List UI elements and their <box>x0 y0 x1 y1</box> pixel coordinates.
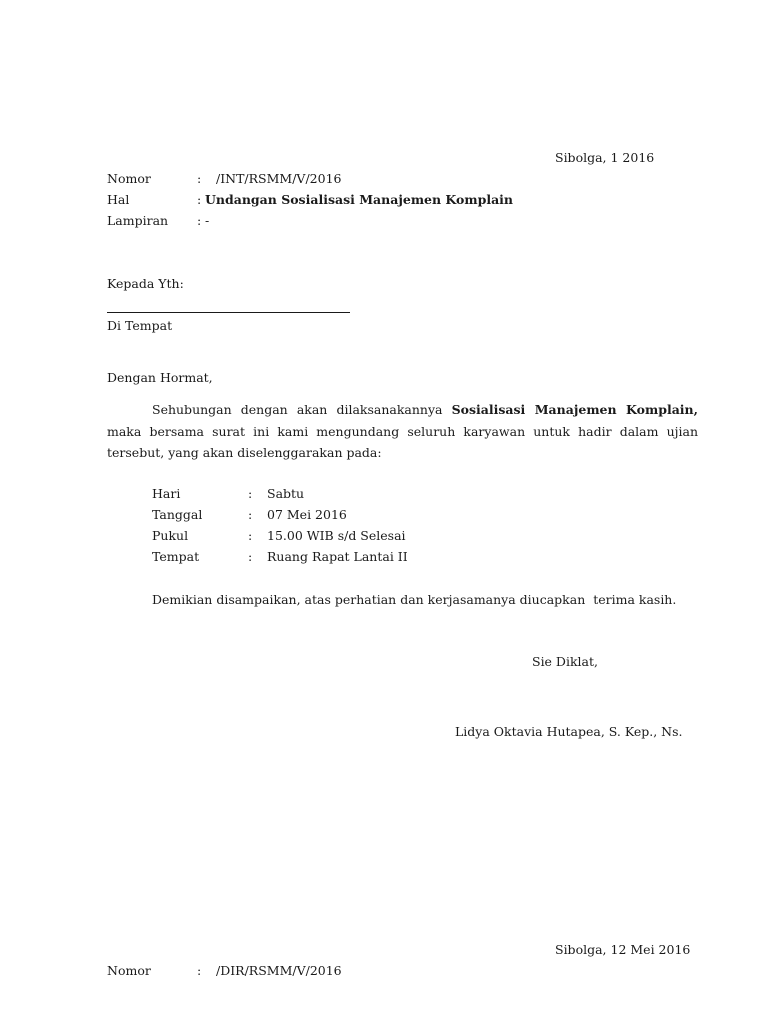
header-label: Nomor <box>107 171 151 186</box>
body-text-after: maka bersama surat ini kami mengundang seluruh karyawan untuk hadir dalam ujian tersebut, yang akan diselenggarakan pada: <box>107 423 698 460</box>
header-colon: : <box>197 171 202 186</box>
detail-label: Pukul <box>152 528 189 543</box>
header-label: Hal <box>107 192 130 207</box>
detail-colon: : <box>248 528 253 543</box>
detail-value: 07 Mei 2016 <box>267 507 347 522</box>
place-date: Sibolga, 12 Mei 2016 <box>555 942 691 957</box>
detail-label: Hari <box>152 486 181 501</box>
detail-label: Tempat <box>152 549 200 564</box>
detail-value: Ruang Rapat Lantai II <box>267 549 408 564</box>
place-date: Sibolga, 1 2016 <box>555 150 655 165</box>
header-value: /DIR/RSMM/V/2016 <box>216 963 342 978</box>
header-label: Nomor <box>107 963 151 978</box>
body-paragraph <box>107 399 698 464</box>
closing-sentence: Demikian disampaikan, atas perhatian dan kerjasamanya diucapkan terima kasih. <box>152 592 677 607</box>
header-colon: : <box>197 213 202 228</box>
recipient-place: Di Tempat <box>107 318 173 333</box>
detail-colon: : <box>248 507 253 522</box>
detail-label: Tanggal <box>152 507 203 522</box>
detail-colon: : <box>248 549 253 564</box>
recipient-blank-line <box>107 312 350 313</box>
subject-value: Undangan Sosialisasi Manajemen Komplain <box>205 192 514 207</box>
signatory-unit: Sie Diklat, <box>532 654 598 669</box>
header-value: /INT/RSMM/V/2016 <box>216 171 342 186</box>
recipient-label: Kepada Yth: <box>107 276 184 291</box>
detail-value: 15.00 WIB s/d Selesai <box>267 528 406 543</box>
header-label: Lampiran <box>107 213 169 228</box>
body-text-before: Sehubungan dengan akan dilaksanakannya <box>152 402 452 417</box>
header-colon: : <box>197 963 202 978</box>
signatory-name: Lidya Oktavia Hutapea, S. Kep., Ns. <box>455 724 683 739</box>
header-value: - <box>205 213 210 228</box>
body-text-bold: Sosialisasi Manajemen Komplain, <box>451 402 698 417</box>
greeting: Dengan Hormat, <box>107 370 213 385</box>
detail-value: Sabtu <box>267 486 305 501</box>
detail-colon: : <box>248 486 253 501</box>
header-colon: : <box>197 192 202 207</box>
